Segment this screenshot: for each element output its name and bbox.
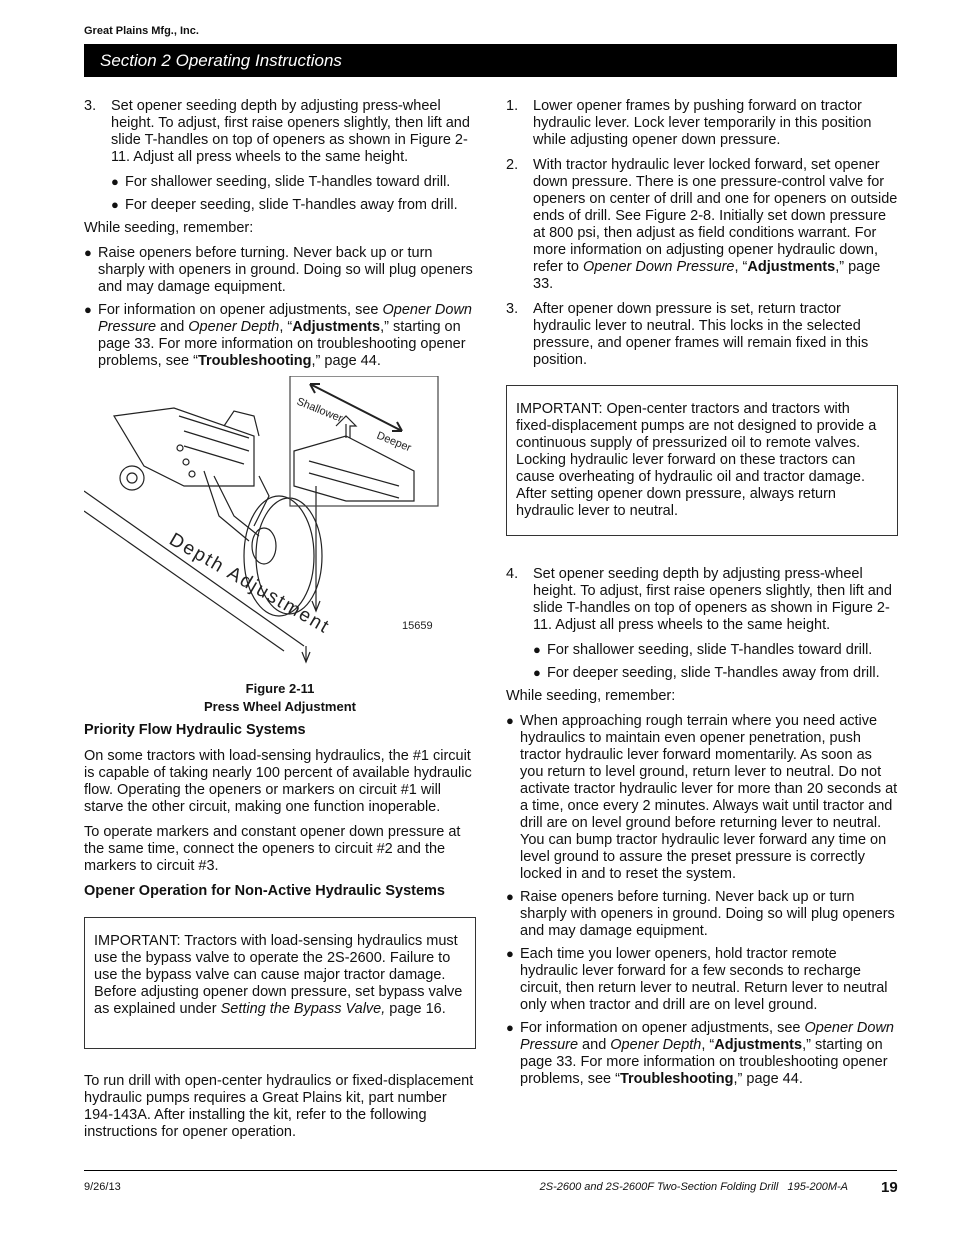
step-number: 3. — [84, 98, 97, 114]
bullet-dot-icon: ● — [533, 642, 541, 657]
figure-number: 15659 — [402, 620, 433, 632]
important-box-bypass: IMPORTANT: Tractors with load-sensing hydraulics must use the bypass valve to operate the 2S-2600. Failure to use the bypass valve can cause major tractor damage. Before adjusting opener down pressure, set bypass valve as explained under Setting the Bypass Valve, page 16. — [84, 917, 476, 1049]
step-text: Lower opener frames by pushing forward on tractor hydraulic lever. Lock lever temporarily in this position while adjusting opener down pressure. — [533, 98, 872, 148]
figure-caption-number: Figure 2-11 — [245, 681, 315, 696]
step-text: Set opener seeding depth by adjusting press-wheel height. To adjust, first raise openers slightly, then lift and slide T-handles on top of openers as shown in Figure 2-11. Adjust all press wheels to the same height. — [111, 98, 470, 165]
step-3-left — [84, 98, 476, 166]
step-2 — [506, 157, 898, 293]
sub-bullet-text: For deeper seeding, slide T-handles away from drill. — [125, 197, 458, 213]
bullet-item — [506, 1020, 898, 1088]
step-number: 2. — [506, 157, 519, 173]
bullet-dot-icon: ● — [84, 245, 92, 260]
bullet-text: Each time you lower openers, hold tractor remote hydraulic lever forward for a few seconds to recharge circuit, then return lever to neutral. Return lever to neutral only when tractor and drill are on level ground. — [520, 946, 888, 1013]
bullet-item — [506, 946, 898, 1014]
sub-bullet — [533, 642, 898, 659]
bullet-dot-icon: ● — [506, 713, 514, 728]
step-number: 3. — [506, 301, 519, 317]
while-seeding-text: While seeding, remember: — [84, 220, 254, 236]
right-column — [506, 98, 898, 1094]
bullet-text: When approaching rough terrain where you need active hydraulics to maintain even opener penetration, push tractor hydraulic lever forward momentarily. As soon as you return to level ground, return lever to neutral. Do not activate tractor hydraulic lever for more than 20 seconds at a time, once every 2 minutes. Always wait until tractor and drill are on level ground before returning lever to neutral. You can bump tractor hydraulic lever forward any time on level ground to assure the preset pressure is correctly locked in and to reset the system. — [520, 713, 898, 882]
while-seeding-text: While seeding, remember: — [506, 688, 676, 704]
sub-bullet — [111, 174, 476, 191]
bullet-dot-icon: ● — [533, 665, 541, 680]
step-4 — [506, 566, 898, 634]
priority-flow-paragraph-1: On some tractors with load-sensing hydraulics, the #1 circuit is capable of taking nearly 100 percent of available hydraulic flow. Operating the openers or markers on circuit #1 will starve the other circuit, making one function inoperable. — [84, 748, 472, 815]
bullet-dot-icon: ● — [111, 174, 119, 189]
non-active-hydraulic-heading: Opener Operation for Non-Active Hydraulic Systems — [84, 883, 445, 899]
sub-bullet — [533, 665, 898, 682]
page-number: 19 — [881, 1179, 898, 1196]
section-title-bar: Section 2 Operating Instructions — [84, 44, 897, 77]
figure-caption-title: Press Wheel Adjustment — [204, 699, 356, 714]
sub-bullet-text: For shallower seeding, slide T-handles toward drill. — [547, 642, 873, 658]
bullet-item — [506, 889, 898, 940]
press-wheel-figure — [84, 376, 476, 672]
step-1 — [506, 98, 898, 149]
step-text: With tractor hydraulic lever locked forward, set opener down pressure. There is one pressure-control valve for openers on center of drill and one for openers on outside ends of drill. See Figure 2-8. Initially set down pressure at 800 psi, then adjust as field conditions warrant. For more information on adjusting opener hydraulic down, refer to Opener Down Pressure, “Adjustments,” page 33. — [533, 157, 898, 292]
company-name: Great Plains Mfg., Inc. — [84, 25, 199, 37]
inset-deeper-label: Deeper — [374, 429, 413, 455]
bullet-dot-icon: ● — [111, 197, 119, 212]
bullet-dot-icon: ● — [506, 946, 514, 961]
bullet-item — [84, 302, 476, 370]
kit-paragraph: To run drill with open-center hydraulics or fixed-displacement hydraulic pumps requires a Great Plains kit, part number 194-143A. After installing the kit, refer to the following instructions for opener operation. — [84, 1073, 474, 1140]
footer-manual-title: 2S-2600 and 2S-2600F Two-Section Folding Drill 195-200M-A — [539, 1181, 848, 1193]
step-number: 1. — [506, 98, 519, 114]
sub-bullet — [111, 197, 476, 214]
bullet-text: Raise openers before turning. Never back up or turn sharply with openers in ground. Doing so will plug openers and may damage equipment. — [98, 245, 473, 295]
priority-flow-heading: Priority Flow Hydraulic Systems — [84, 722, 306, 738]
figure-caption — [84, 680, 476, 716]
inset-shallower-label: Shallower — [294, 395, 345, 425]
footer-rule — [84, 1170, 897, 1171]
depth-adjustment-label: Depth Adjustment — [165, 529, 334, 639]
priority-flow-paragraph-2: To operate markers and constant opener down pressure at the same time, connect the openers to circuit #2 and the markers to circuit #3. — [84, 824, 461, 874]
bullet-text: Raise openers before turning. Never back up or turn sharply with openers in ground. Doing so will plug openers and may damage equipment. — [520, 889, 895, 939]
sub-bullet-text: For shallower seeding, slide T-handles toward drill. — [125, 174, 451, 190]
step-text: Set opener seeding depth by adjusting press-wheel height. To adjust, first raise openers slightly, then lift and slide T-handles on top of openers as shown in Figure 2-11. Adjust all press wheels to the same height. — [533, 566, 892, 633]
step-text: After opener down pressure is set, return tractor hydraulic lever to neutral. This locks in the selected pressure, and opener frames will remain fixed in this position. — [533, 301, 869, 368]
step-number: 4. — [506, 566, 519, 582]
press-wheel-illustration — [84, 376, 476, 672]
bullet-dot-icon: ● — [84, 302, 92, 317]
bullet-text: For information on opener adjustments, see Opener Down Pressure and Opener Depth, “Adjustments,” starting on page 33. For more information on troubleshooting opener problems, see “Troubleshooting,” page 44. — [98, 302, 472, 369]
bullet-text: For information on opener adjustments, see Opener Down Pressure and Opener Depth, “Adjustments,” starting on page 33. For more information on troubleshooting opener problems, see “Troubleshooting,” page 44. — [520, 1020, 894, 1087]
important-box-open-center: IMPORTANT: Open-center tractors and tractors with fixed-displacement pumps are not designed to provide a continuous supply of pressurized oil to remote valves. Locking hydraulic lever forward on these tractors can cause overheating of hydraulic oil and tractor damage. After setting opener down pressure, always return hydraulic lever to neutral. — [506, 385, 898, 536]
bullet-dot-icon: ● — [506, 1020, 514, 1035]
bullet-item — [506, 713, 898, 883]
footer-date: 9/26/13 — [84, 1181, 121, 1193]
sub-bullet-text: For deeper seeding, slide T-handles away from drill. — [547, 665, 880, 681]
left-column — [84, 98, 476, 1149]
bullet-item — [84, 245, 476, 296]
bullet-dot-icon: ● — [506, 889, 514, 904]
step-3-right — [506, 301, 898, 369]
